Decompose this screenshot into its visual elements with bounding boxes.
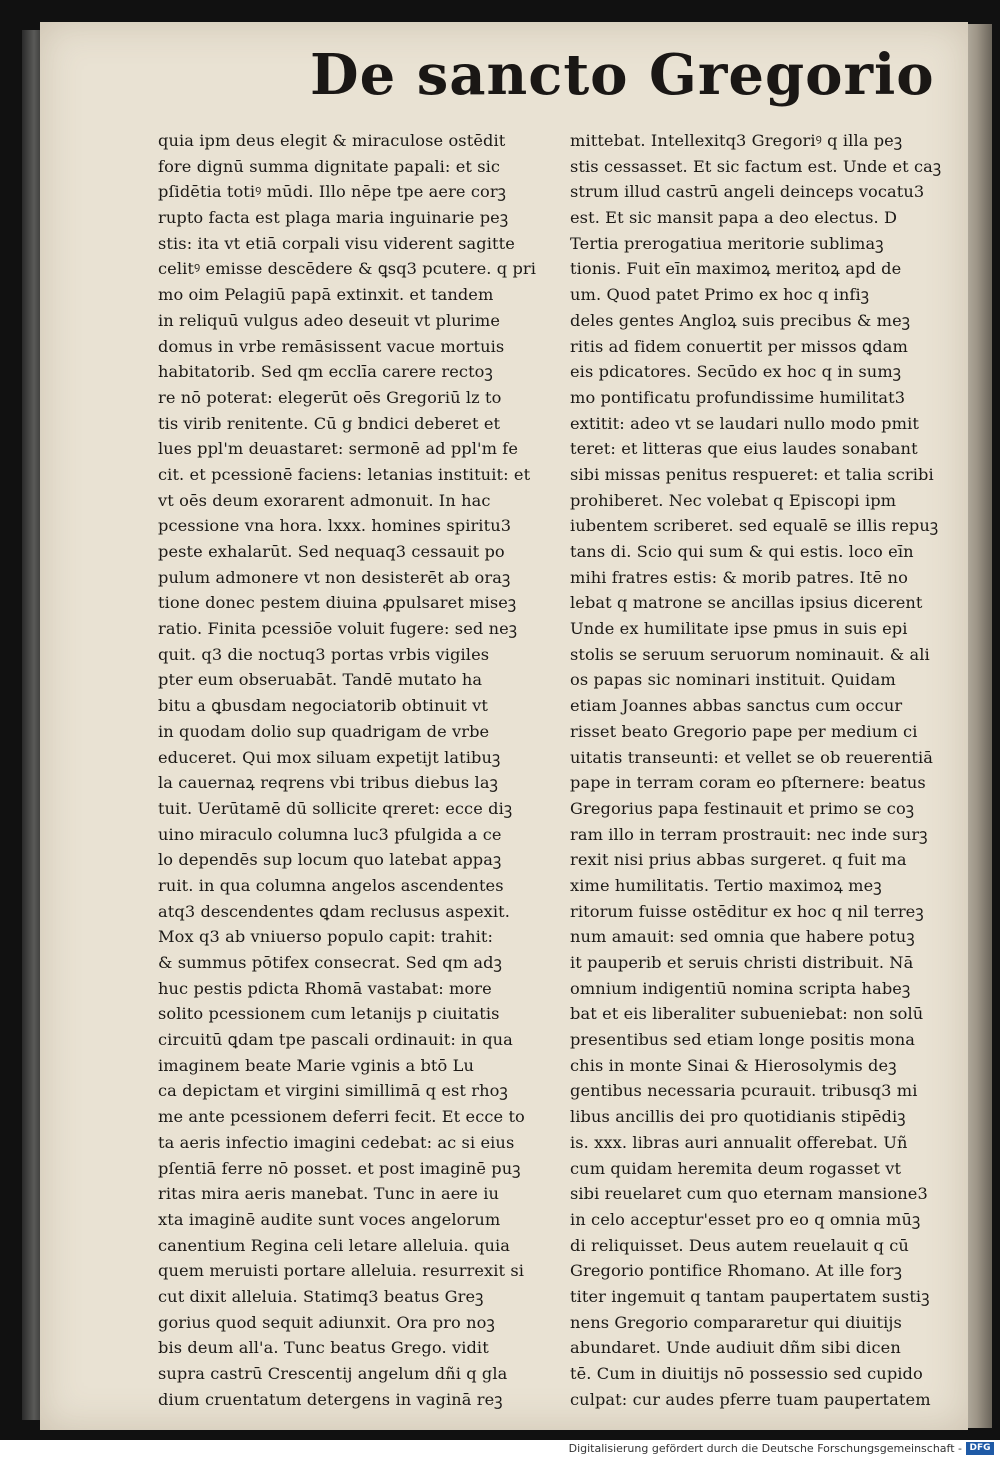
text-line: num amauit: sed omnia que habere potuꝫ <box>570 927 915 947</box>
text-line: supra castrū Crescentij angelum dñi q gla <box>158 1364 508 1383</box>
text-line: habitatorib. Sed qm ecclīa carere rectoꝫ <box>158 362 493 382</box>
text-line: gentibus necessaria pcurauit. tribusq3 mi <box>570 1081 918 1101</box>
text-line: Gregorius papa festinauit et primo se coꝫ <box>570 798 915 818</box>
text-line: is. xxx. libras auri annualit offerebat. Uñ <box>570 1132 908 1152</box>
text-line: mo pontificatu profundissime humilitat3 <box>570 387 906 407</box>
text-line: um. Quod patet Primo ex hoc q infiꝫ <box>570 285 870 305</box>
text-line: cut dixit alleluia. Statimq3 beatus Greꝫ <box>158 1286 484 1306</box>
text-line: cum quidam heremita deum rogasset vt <box>570 1158 902 1178</box>
text-line: presentibus sed etiam longe positis mona <box>570 1030 916 1050</box>
text-line: pter eum obseruabāt. Tandē mutato ha <box>158 670 483 690</box>
footer-credit: Digitalisierung gefördert durch die Deutsche Forschungsgemeinschaft - <box>568 1442 962 1455</box>
text-line: ca depictam et virgini simillimā q est rhoꝫ <box>158 1081 508 1101</box>
text-line: tionis. Fuit eīn maximoꝝ meritoꝝ apd de <box>570 259 902 279</box>
text-line: libus ancillis dei pro quotidianis stipēdiꝫ <box>570 1107 906 1127</box>
text-line: risset beato Gregorio pape per medium ci <box>570 721 918 741</box>
text-line: ritas mira aeris manebat. Tunc in aere iu <box>158 1184 500 1204</box>
text-line: sibi reuelaret cum quo eternam mansione3 <box>570 1184 928 1204</box>
text-line: pſidētia totiꝰ mūdi. Illo nēpe tpe aere corꝫ <box>158 182 507 202</box>
footer-bar <box>0 1440 1000 1458</box>
text-line: ritorum fuisse ostēditur ex hoc q nil terreꝫ <box>570 901 924 921</box>
text-line: lues ppl'm deuastaret: sermonē ad ppl'm fe <box>158 439 519 459</box>
text-line: huc pestis pdicta Rhomā vastabat: more <box>158 978 492 998</box>
text-line: re nō poterat: elegerūt oēs Gregoriū lz to <box>158 387 502 407</box>
text-line: Gregorio pontifice Rhomano. At ille forꝫ <box>570 1261 902 1281</box>
text-line: tuit. Uerūtamē dū sollicite qreret: ecce diꝫ <box>158 798 513 818</box>
text-line: etiam Joannes abbas sanctus cum occur <box>570 696 903 716</box>
text-line: in quodam dolio sup quadrigam de vrbe <box>158 721 490 741</box>
text-line: ta aeris infectio imagini cedebat: ac si eius <box>158 1132 515 1152</box>
text-line: nens Gregorio compararetur qui diuitijs <box>570 1312 902 1332</box>
text-line: di reliquisset. Deus autem reuelauit q cū <box>570 1235 909 1255</box>
text-line: la cauernaꝝ reqrens vbi tribus diebus laꝫ <box>158 773 498 793</box>
text-line: teret: et litteras que eius laudes sonabant <box>570 439 918 459</box>
text-line: xime humilitatis. Tertio maximoꝝ meꝫ <box>570 875 882 895</box>
text-line: fore dignū summa dignitate papali: et sic <box>158 156 501 176</box>
text-line: & summus pōtifex consecrat. Sed qm adꝫ <box>158 953 502 972</box>
text-line: quia ipm deus elegit & miraculose ostēdit <box>158 131 506 150</box>
text-line: quit. q3 die noctuq3 portas vrbis vigiles <box>158 644 490 664</box>
text-line: pape in terram coram eo pſternere: beatus <box>570 773 926 793</box>
text-line: pſentiā ferre nō posset. et post imaginē puꝫ <box>158 1158 521 1178</box>
text-line: pcessione vna hora. lxxx. homines spiritu3 <box>158 516 512 536</box>
text-line: tans di. Scio qui sum & qui estis. loco eīn <box>570 542 914 561</box>
text-line: mihi fratres estis: & morib patres. Itē no <box>570 567 908 587</box>
book-spine <box>22 30 42 1420</box>
text-line: uino miraculo columna luc3 pfulgida a ce <box>158 824 502 844</box>
text-line: uitatis transeunti: et vellet se ob reuerentiā <box>570 747 934 767</box>
text-line: stolis se seruum seruorum nominauit. & ali <box>570 644 930 664</box>
text-column-right <box>570 128 960 1412</box>
text-line: solito pcessionem cum letanijs p ciuitatis <box>158 1004 500 1024</box>
text-line: ram illo in terram prostrauit: nec inde surꝫ <box>570 824 928 844</box>
text-line: bat et eis liberaliter subueniebat: non solū <box>570 1004 924 1024</box>
text-line: gorius quod sequit adiunxit. Ora pro noꝫ <box>158 1312 495 1332</box>
text-line: extitit: adeo vt se laudari nullo modo pmit <box>570 413 919 433</box>
text-line: Tertia prerogatiua meritorie sublimaꝫ <box>570 233 884 253</box>
text-line: rexit nisi prius abbas surgeret. q fuit ma <box>570 850 907 870</box>
text-line: ruit. in qua columna angelos ascendentes <box>158 875 504 895</box>
text-line: mo oim Pelagiū papā extinxit. et tandem <box>158 285 494 305</box>
text-line: prohiberet. Nec volebat q Episcopi ipm <box>570 490 897 510</box>
text-line: tione donec pestem diuina ꝓpulsaret miseꝫ <box>158 593 517 613</box>
text-line: Unde ex humilitate ipse pmus in suis epi <box>570 619 908 639</box>
text-line: quem meruisti portare alleluia. resurrexit si <box>158 1261 525 1281</box>
text-line: in reliquū vulgus adeo deseuit vt plurime <box>158 310 501 330</box>
text-line: atq3 descendentes ꝗdam reclusus aspexit. <box>158 901 510 921</box>
text-line: tē. Cum in diuitijs nō possessio sed cupido <box>570 1364 923 1383</box>
text-line: lo dependēs sup locum quo latebat appaꝫ <box>158 850 502 870</box>
text-line: mittebat. Intellexitq3 Gregoriꝰ q illa peꝫ <box>570 131 903 150</box>
text-line: canentium Regina celi letare alleluia. quia <box>158 1235 511 1255</box>
text-line: vt oēs deum exorarent admonuit. In hac <box>158 490 491 510</box>
dfg-logo: DFG <box>966 1442 994 1455</box>
text-line: dium cruentatum detergens in vaginā reꝫ <box>158 1389 503 1409</box>
text-line: est. Et sic mansit papa a deo electus. D <box>570 208 898 228</box>
text-line: celitꝰ emisse descēdere & ꝗsq3 pcutere. q pri <box>158 259 537 279</box>
text-line: stis: ita vt etiā corpali visu viderent sagitte <box>158 233 515 253</box>
text-line: sibi missas penitus respueret: et talia scribi <box>570 464 934 484</box>
page-header: De sancto Gregorio <box>310 42 935 108</box>
text-line: chis in monte Sinai & Hierosolymis deꝫ <box>570 1055 897 1075</box>
text-line: omnium indigentiū nomina scripta habeꝫ <box>570 978 911 998</box>
text-line: stis cessasset. Et sic factum est. Unde et caꝫ <box>570 156 942 176</box>
text-line: iubentem scriberet. sed equalē se illis repuꝫ <box>570 516 939 536</box>
text-line: peste exhalarūt. Sed nequaq3 cessauit po <box>158 542 505 561</box>
text-line: domus in vrbe remāsissent vacue mortuis <box>158 336 505 356</box>
text-line: abundaret. Unde audiuit dñm sibi dicen <box>570 1338 901 1358</box>
text-line: imaginem beate Marie vginis a btō Lu <box>158 1055 474 1075</box>
text-line: strum illud castrū angeli deinceps vocatu3 <box>570 182 925 202</box>
text-line: xta imaginē audite sunt voces angelorum <box>158 1209 501 1229</box>
text-line: titer ingemuit q tantam paupertatem sustiꝫ <box>570 1286 930 1306</box>
text-line: in celo acceptur'esset pro eo q omnia mūꝫ <box>570 1209 921 1229</box>
text-line: ratio. Finita pcessiōe voluit fugere: sed neꝫ <box>158 619 518 639</box>
text-line: circuitū ꝗdam tpe pascali ordinauit: in qua <box>158 1030 513 1050</box>
text-line: bis deum all'a. Tunc beatus Grego. vidit <box>158 1338 489 1358</box>
text-line: rupto facta est plaga maria inguinarie peꝫ <box>158 208 509 228</box>
text-line: tis virib renitente. Cū g bndici deberet et <box>158 413 501 433</box>
text-line: cit. et pcessionē faciens: letanias instituit: et <box>158 464 531 484</box>
text-line: educeret. Qui mox siluam expetijt latibuꝫ <box>158 747 501 767</box>
text-line: ritis ad fidem conuertit per missos ꝗdam <box>570 336 908 356</box>
text-line: eis pdicatores. Secūdo ex hoc q in sumꝫ <box>570 362 902 382</box>
text-line: bitu a ꝗbusdam negociatorib obtinuit vt <box>158 696 488 716</box>
text-line: me ante pcessionem deferri fecit. Et ecce to <box>158 1107 525 1127</box>
text-column-left <box>158 128 566 1412</box>
text-line: it pauperib et seruis christi distribuit. Nā <box>570 953 914 972</box>
text-line: pulum admonere vt non desisterēt ab oraꝫ <box>158 567 511 587</box>
text-line: Mox q3 ab vniuerso populo capit: trahit: <box>158 927 494 947</box>
text-line: lebat q matrone se ancillas ipsius dicerent <box>570 593 923 613</box>
text-line: deles gentes Angloꝝ suis precibus & meꝫ <box>570 310 911 330</box>
text-line: culpat: cur audes pferre tuam paupertatem <box>570 1389 931 1409</box>
text-line: os papas sic nominari instituit. Quidam <box>570 670 896 690</box>
